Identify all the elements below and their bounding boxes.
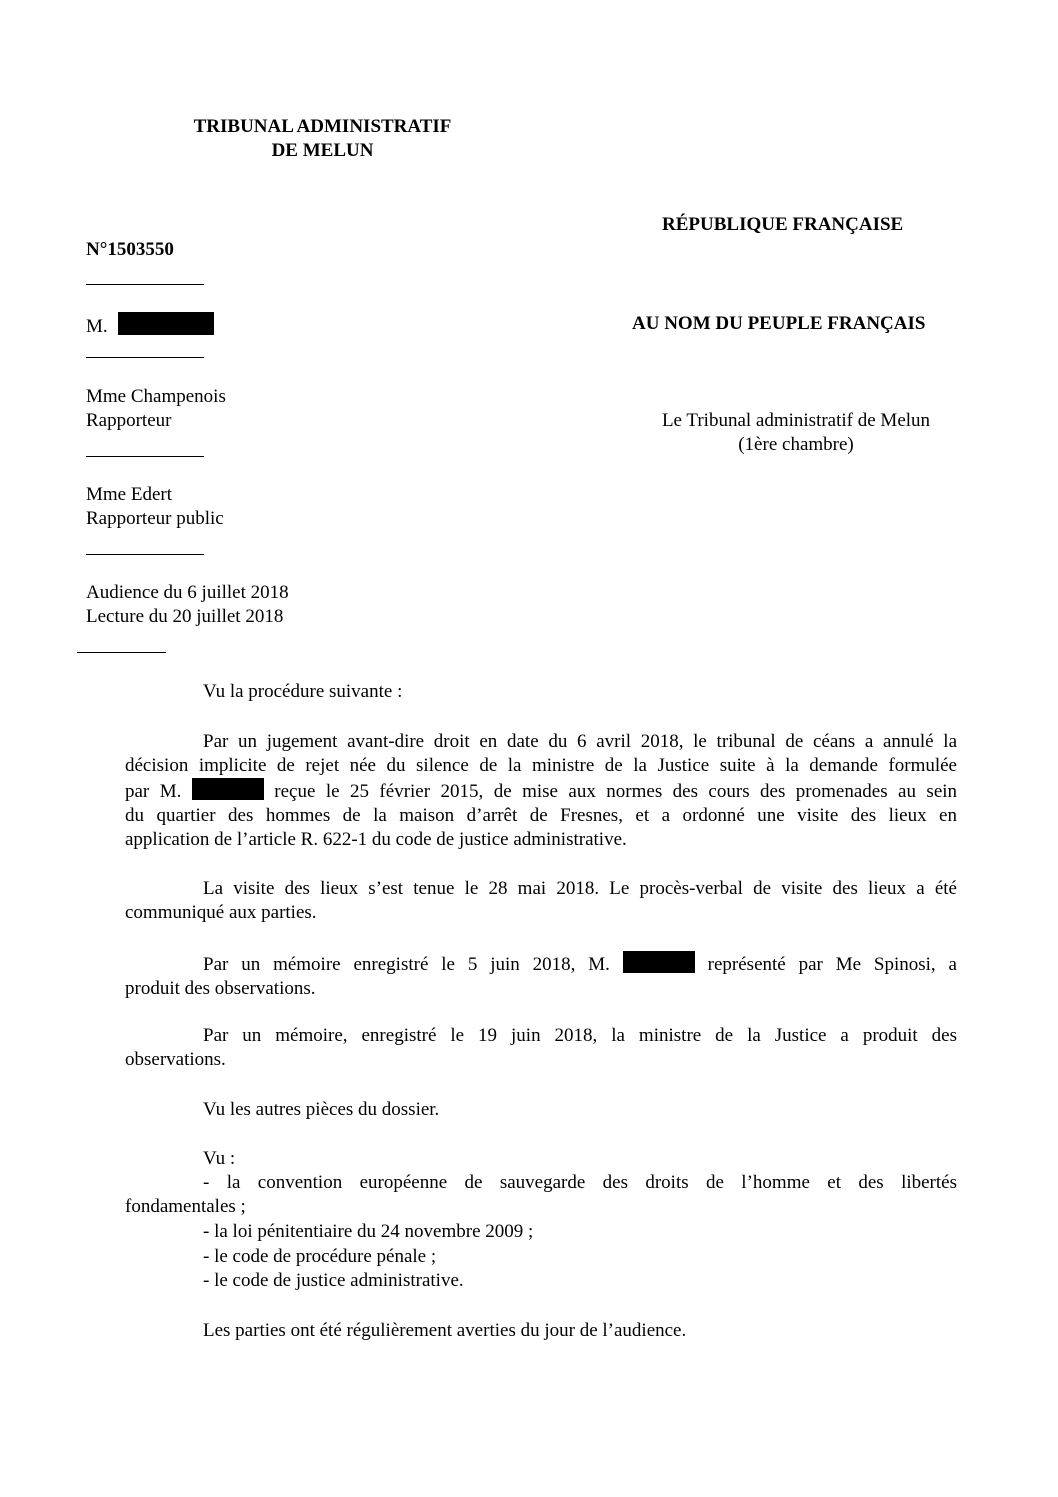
in-name-heading: AU NOM DU PEUPLE FRANÇAIS [632,313,926,334]
rapporteur-block [86,385,226,433]
paragraph-judgment [125,730,957,852]
paragraph-visit [125,877,957,925]
paragraph-line [125,778,957,804]
court-name-line2: DE MELUN [271,140,374,161]
paragraph-line: Par un jugement avant-dire droit en date du 6 avril 2018, le tribunal de céans a annulé la [203,731,957,752]
paragraph-line: décision implicite de rejet née du silence de la ministre de la Justice suite à la demande formulée [125,755,957,776]
vu-item: - la convention européenne de sauvegarde des droits de l’homme et des libertés [203,1172,957,1193]
vu-procedure: Vu la procédure suivante : [203,681,403,702]
reading-date: Lecture du 20 juillet 2018 [86,606,284,627]
paragraph-line: du quartier des hommes de la maison d’arrêt de Fresnes, et a ordonné une visite des lieux en [125,805,957,826]
separator-1 [86,284,204,285]
dates-block [86,581,289,629]
redaction-block [118,312,214,335]
paragraph-line: communiqué aux parties. [125,902,317,923]
party-prefix-inline: par M. [125,781,182,802]
vu-item: - la loi pénitentiaire du 24 novembre 2009 ; [203,1221,534,1242]
rapporteur-role: Rapporteur [86,410,172,431]
paragraph-line [125,951,957,977]
paragraph-memoire-1 [125,951,957,1001]
paragraph-line: Par un mémoire, enregistré le 19 juin 2018, la ministre de la Justice a produit des [203,1025,957,1046]
separator-3 [86,456,204,457]
paragraph-line: observations. [125,1049,226,1070]
vu-heading: Vu : [203,1148,236,1169]
separator-2 [86,357,204,358]
vu-convention [125,1171,957,1219]
public-rapporteur-role: Rapporteur public [86,508,224,529]
republic-heading: RÉPUBLIQUE FRANÇAISE [662,214,904,235]
public-rapporteur-name: Mme Edert [86,484,173,505]
paragraph-line: application de l’article R. 622-1 du code de justice administrative. [125,829,627,850]
court-name [160,115,485,163]
case-number: N°1503550 [86,239,174,260]
separator-4 [86,554,204,555]
paragraph-fragment: représenté par Me Spinosi, a [707,954,957,975]
separator-5 [77,652,166,653]
hearing-date: Audience du 6 juillet 2018 [86,582,289,603]
vu-pieces: Vu les autres pièces du dossier. [203,1099,440,1120]
party-name [86,312,214,339]
paragraph-memoire-2 [125,1024,957,1072]
parties-notice: Les parties ont été régulièrement averties du jour de l’audience. [203,1320,687,1341]
tribunal-formation [630,409,962,457]
court-name-line1: TRIBUNAL ADMINISTRATIF [193,116,452,137]
tribunal-line1: Le Tribunal administratif de Melun [661,410,931,431]
paragraph-fragment: Par un mémoire enregistré le 5 juin 2018, M. [203,954,610,975]
rapporteur-name: Mme Champenois [86,386,226,407]
vu-item: - le code de justice administrative. [203,1270,464,1291]
vu-item-continued: fondamentales ; [125,1196,246,1217]
paragraph-line: produit des observations. [125,978,316,999]
paragraph-fragment: reçue le 25 février 2015, de mise aux normes des cours des promenades au sein [274,781,958,802]
tribunal-line2: (1ère chambre) [738,434,854,455]
paragraph-line: La visite des lieux s’est tenue le 28 mai 2018. Le procès-verbal de visite des lieux a été [203,878,957,899]
redaction-block [192,778,264,800]
public-rapporteur-block [86,483,224,531]
party-prefix: M. [86,316,108,337]
redaction-block [623,951,695,973]
vu-item: - le code de procédure pénale ; [203,1246,437,1267]
